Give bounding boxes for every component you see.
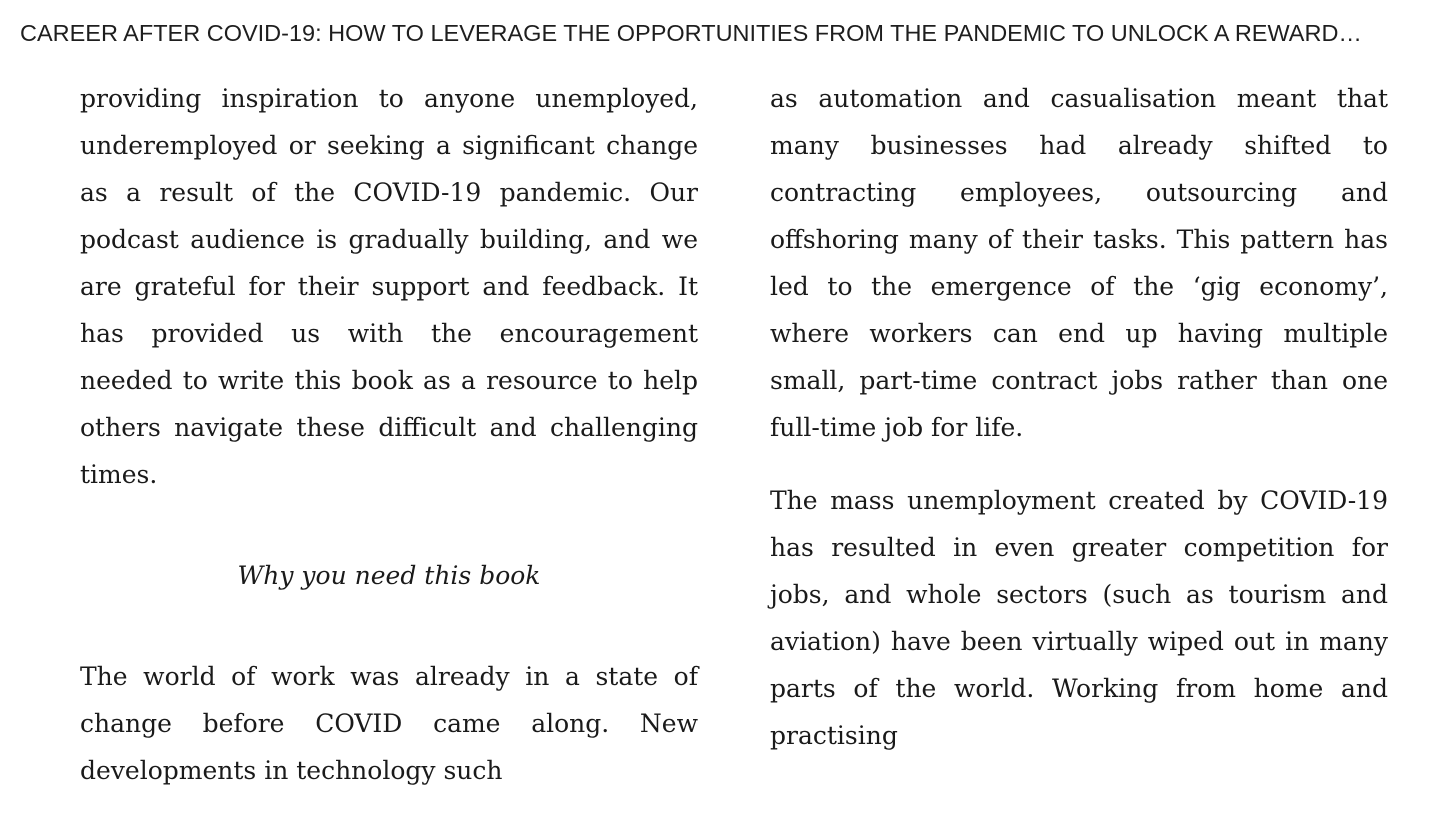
body-paragraph: The mass unemployment created by COVID-19 has resulted in even greater competition for jobs, and whole sectors (such as tourism and aviation) have been virtually wiped out in many parts of the world. Working from home and practising: [770, 486, 1388, 750]
body-paragraph: The world of work was already in a state of change before COVID came along. New developments in technology such: [80, 662, 698, 785]
left-column: [80, 75, 698, 794]
section-heading: Why you need this book: [237, 561, 541, 590]
body-paragraph: providing inspiration to anyone unemployed, underemployed or seeking a significant change as a result of the COVID-19 pandemic. Our podcast audience is gradually building, and we are grateful for their support and feedback. It has provided us with the encouragement needed to write this book as a resource to help others navigate these difficult and challenging times.: [80, 84, 698, 489]
body-paragraph: as automation and casualisation meant that many businesses had already shifted to contracting employees, outsourcing and offshoring many of their tasks. This pattern has led to the emergence of the ‘gig economy’, where workers can end up having multiple small, part-time contract jobs rather than one full-time job for life.: [770, 84, 1388, 442]
right-column: [770, 75, 1388, 759]
running-title: CAREER AFTER COVID-19: HOW TO LEVERAGE THE OPPORTUNITIES FROM THE PANDEMIC TO UNLOCK A REWARD…: [20, 20, 1362, 46]
